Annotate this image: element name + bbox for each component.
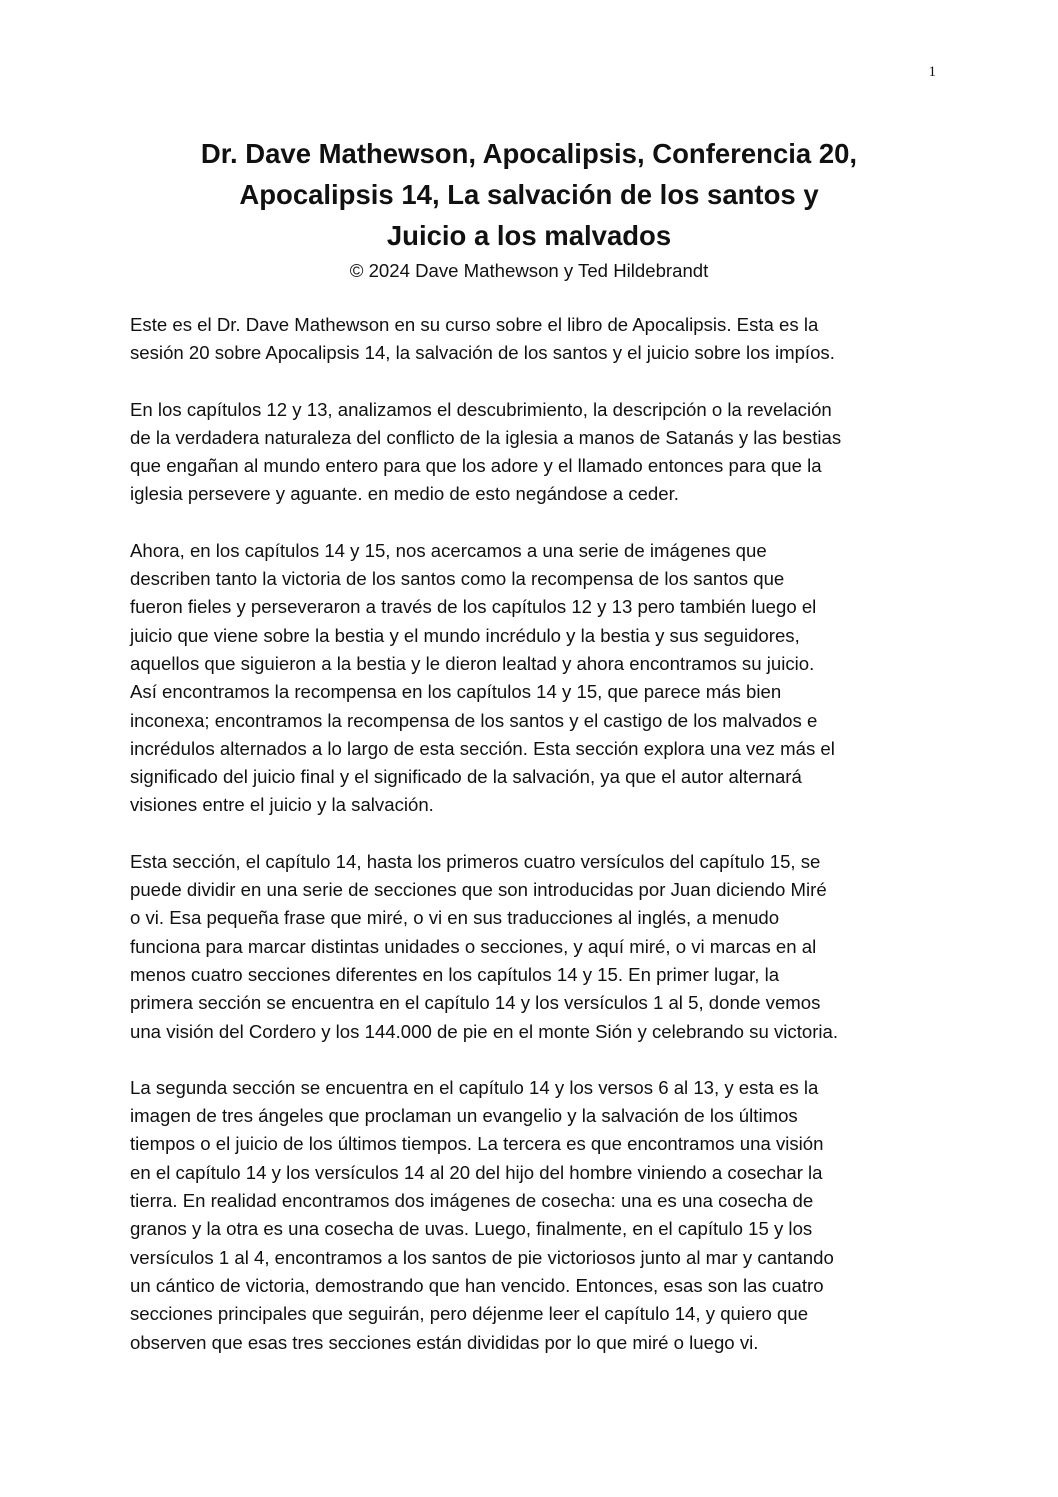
text-line: puede dividir en una serie de secciones que son introducidas por Juan diciendo Miré [130,879,827,901]
text-line: iglesia persevere y aguante. en medio de esto negándose a ceder. [130,483,679,505]
paragraph-5 [130,1074,940,1357]
text-line: juicio que viene sobre la bestia y el mundo incrédulo y la bestia y sus seguidores, [130,624,800,646]
text-line: un cántico de victoria, demostrando que han vencido. Entonces, esas son las cuatro [130,1274,824,1296]
text-line: sesión 20 sobre Apocalipsis 14, la salvación de los santos y el juicio sobre los impíos. [130,342,835,364]
text-line: visiones entre el juicio y la salvación. [130,794,434,816]
text-line: Este es el Dr. Dave Mathewson en su curso sobre el libro de Apocalipsis. Esta es la [130,314,819,335]
text-line: que engañan al mundo entero para que los adore y el llamado entonces para que la [130,455,822,477]
text-line: granos y la otra es una cosecha de uvas. Luego, finalmente, en el capítulo 15 y los [130,1218,813,1240]
text-line: aquellos que siguieron a la bestia y le dieron lealtad y ahora encontramos su juicio. [130,652,815,674]
title-line-2: Apocalipsis 14, La salvación de los santos y [239,179,819,210]
text-line: en el capítulo 14 y los versículos 14 al 20 del hijo del hombre viniendo a cosechar la [130,1161,823,1183]
paragraph-3 [130,537,940,820]
text-line: Esta sección, el capítulo 14, hasta los primeros cuatro versículos del capítulo 15, se [130,850,821,872]
title-line-3: Juicio a los malvados [386,220,672,251]
text-line: observen que esas tres secciones están divididas por lo que miré o luego vi. [130,1331,759,1353]
paragraph-4 [130,848,940,1046]
text-line: funciona para marcar distintas unidades o secciones, y aquí miré, o vi marcas en al [130,935,817,957]
text-line: o vi. Esa pequeña frase que miré, o vi en sus traducciones al inglés, a menudo [130,907,780,929]
text-line: imagen de tres ángeles que proclaman un evangelio y la salvación de los últimos [130,1105,798,1127]
text-line: secciones principales que seguirán, pero déjenme leer el capítulo 14, y quiero que [130,1303,809,1325]
paragraph-1 [130,311,940,368]
text-line: versículos 1 al 4, encontramos a los santos de pie victoriosos junto al mar y cantando [130,1246,834,1268]
document-header [100,133,958,284]
text-line: fueron fieles y perseveraron a través de los capítulos 12 y 13 pero también luego el [130,596,817,618]
text-line: Así encontramos la recompensa en los capítulos 14 y 15, que parece más bien [130,681,782,703]
text-line: tiempos o el juicio de los últimos tiempos. La tercera es que encontramos una visión [130,1133,824,1155]
text-line: una visión del Cordero y los 144.000 de pie en el monte Sión y celebrando su victoria. [130,1020,839,1042]
text-line: La segunda sección se encuentra en el capítulo 14 y los versos 6 al 13, y esta es la [130,1076,819,1098]
paragraph-2 [130,396,940,509]
text-line: significado del juicio final y el significado de la salvación, ya que el autor alternará [130,766,802,788]
page-number: 1 [928,64,936,80]
text-line: En los capítulos 12 y 13, analizamos el descubrimiento, la descripción o la revelación [130,398,832,420]
text-line: menos cuatro secciones diferentes en los capítulos 14 y 15. En primer lugar, la [130,963,780,985]
title-line-1: Dr. Dave Mathewson, Apocalipsis, Conferencia 20, [200,138,858,169]
text-line: Ahora, en los capítulos 14 y 15, nos acercamos a una serie de imágenes que [130,539,767,561]
text-line: de la verdadera naturaleza del conflicto de la iglesia a manos de Satanás y las bestias [130,426,842,448]
text-line: primera sección se encuentra en el capítulo 14 y los versículos 1 al 5, donde vemos [130,992,821,1014]
text-line: tierra. En realidad encontramos dos imágenes de cosecha: una es una cosecha de [130,1190,814,1212]
text-line: describen tanto la victoria de los santos como la recompensa de los santos que [130,568,785,590]
copyright-notice: © 2024 Dave Mathewson y Ted Hildebrandt [349,260,709,281]
text-line: inconexa; encontramos la recompensa de los santos y el castigo de los malvados e [130,709,818,731]
document-body [130,311,940,1385]
text-line: incrédulos alternados a lo largo de esta sección. Esta sección explora una vez más el [130,737,835,759]
